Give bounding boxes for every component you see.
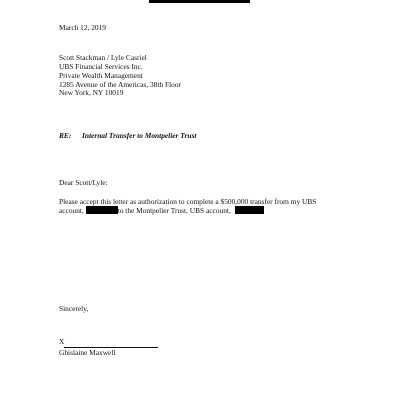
salutation: Dear Scott/Lyle: <box>59 178 108 187</box>
recipient-city: New York, NY 10019 <box>59 88 124 97</box>
recipient-company: UBS Financial Services Inc. <box>59 62 143 71</box>
closing: Sincerely, <box>59 304 89 313</box>
body-line-1: Please accept this letter as authorization to complete a $500,000 transfer from my UBS <box>59 197 317 206</box>
recipient-names: Scott Stackman / Lyle Casriel <box>59 53 147 62</box>
body-line-2-middle: to the Montpelier Trust, UBS account, <box>117 206 231 215</box>
recipient-department: Private Wealth Management <box>59 71 143 80</box>
header-redaction-bar <box>149 0 250 3</box>
subject-label: RE: <box>59 131 72 140</box>
recipient-street: 1285 Avenue of the Americas, 38th Floor <box>59 80 181 89</box>
signature-mark: X <box>59 337 65 346</box>
signer-name: Ghislaine Maxwell <box>59 348 116 357</box>
destination-account-redaction <box>235 206 264 214</box>
letter-date: March 12, 2019 <box>59 23 107 32</box>
account-number-redaction <box>86 206 118 214</box>
body-line-2 <box>59 206 264 216</box>
subject-text: Internal Transfer to Montpelier Trust <box>82 131 197 140</box>
subject-line <box>59 132 196 141</box>
body-line-2-start: account, <box>59 206 84 215</box>
